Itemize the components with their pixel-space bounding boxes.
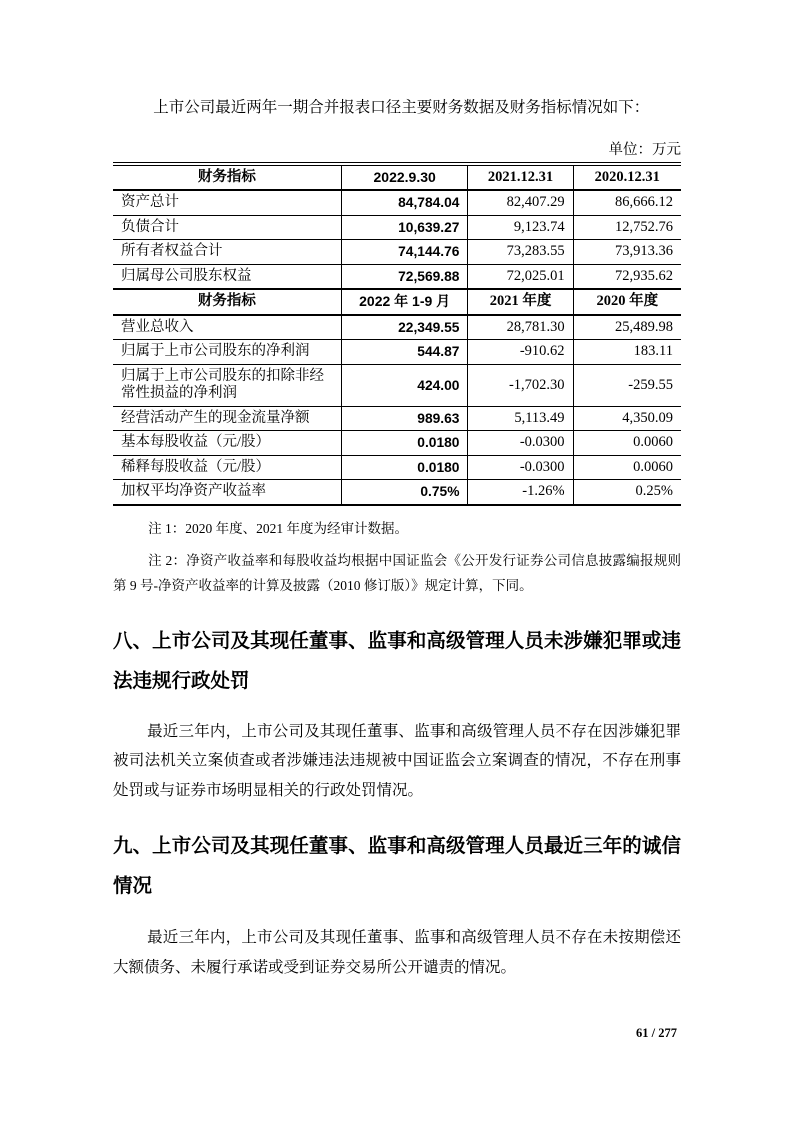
table-row xyxy=(113,455,681,480)
value-2020: 0.0060 xyxy=(573,431,681,456)
row-label: 负债合计 xyxy=(121,218,179,235)
table-row xyxy=(113,406,681,431)
table-row xyxy=(113,364,681,406)
section-heading-9: 九、上市公司及其现任董事、监事和高级管理人员最近三年的诚信情况 xyxy=(113,835,681,898)
value-2021: -1,702.30 xyxy=(468,364,573,406)
table-row xyxy=(113,264,681,289)
value-2020: 183.11 xyxy=(573,340,681,365)
value-2021: 72,025.01 xyxy=(468,264,573,289)
value-2022: 10,639.27 xyxy=(341,215,468,240)
row-label: 资产总计 xyxy=(121,194,179,211)
row-label: 营业总收入 xyxy=(121,318,194,335)
value-2021: -910.62 xyxy=(468,340,573,365)
value-2022: 544.87 xyxy=(341,340,468,365)
value-2021: 28,781.30 xyxy=(468,315,573,340)
value-2022: 0.0180 xyxy=(341,431,468,456)
row-label: 归属母公司股东权益 xyxy=(121,267,252,284)
value-2021: 5,113.49 xyxy=(468,406,573,431)
table-header-income xyxy=(113,289,681,315)
value-2020: 12,752.76 xyxy=(573,215,681,240)
table-note-2: 注 2：净资产收益率和每股收益均根据中国证监会《公开发行证券公司信息披露编报规则第 9 号-净资产收益率的计算及披露（2010 修订版）》规定计算，下同。 xyxy=(113,552,681,593)
row-label: 所有者权益合计 xyxy=(121,243,223,260)
value-2020: 73,913.36 xyxy=(573,240,681,265)
value-2020: 0.25% xyxy=(573,480,681,505)
value-2020: 4,350.09 xyxy=(573,406,681,431)
table-row xyxy=(113,315,681,340)
unit-label: 单位：万元 xyxy=(608,141,681,158)
section-paragraph-8: 最近三年内，上市公司及其现任董事、监事和高级管理人员不存在因涉嫌犯罪被司法机关立案侦查或者涉嫌违法违规被中国证监会立案调查的情况，不存在刑事处罚或与证券市场明显相关的行政处罚情况。 xyxy=(113,722,681,799)
section-paragraph-9: 最近三年内，上市公司及其现任董事、监事和高级管理人员不存在未按期偿还大额债务、未履行承诺或受到证券交易所公开谴责的情况。 xyxy=(113,929,681,976)
header-cell: 2021.12.31 xyxy=(468,164,573,191)
table-header-balance xyxy=(113,164,681,191)
row-label: 经营活动产生的现金流量净额 xyxy=(121,409,310,426)
value-2021: 82,407.29 xyxy=(468,190,573,215)
header-cell: 财务指标 xyxy=(197,293,256,310)
value-2022: 989.63 xyxy=(341,406,468,431)
value-2020: -259.55 xyxy=(573,364,681,406)
row-label: 归属于上市公司股东的扣除非经常性损益的净利润 xyxy=(121,367,324,402)
section-heading-8: 八、上市公司及其现任董事、监事和高级管理人员未涉嫌犯罪或违法违规行政处罚 xyxy=(113,629,681,692)
header-cell: 2020 年度 xyxy=(573,289,681,315)
header-cell: 2020.12.31 xyxy=(573,164,681,191)
value-2022: 0.0180 xyxy=(341,455,468,480)
table-note-1: 注 1：2020 年度、2021 年度为经审计数据。 xyxy=(148,520,408,536)
header-cell: 2022.9.30 xyxy=(341,164,468,191)
header-cell: 2021 年度 xyxy=(468,289,573,315)
value-2022: 74,144.76 xyxy=(341,240,468,265)
intro-paragraph: 上市公司最近两年一期合并报表口径主要财务数据及财务指标情况如下： xyxy=(153,99,650,116)
value-2020: 86,666.12 xyxy=(573,190,681,215)
financial-table xyxy=(113,162,681,506)
value-2021: -1.26% xyxy=(468,480,573,505)
table-row xyxy=(113,240,681,265)
header-cell: 财务指标 xyxy=(197,168,256,185)
row-label: 归属于上市公司股东的净利润 xyxy=(121,343,310,360)
value-2022: 22,349.55 xyxy=(341,315,468,340)
value-2020: 0.0060 xyxy=(573,455,681,480)
value-2022: 0.75% xyxy=(341,480,468,505)
row-label: 基本每股收益（元/股） xyxy=(121,434,271,451)
table-row xyxy=(113,431,681,456)
value-2021: 73,283.55 xyxy=(468,240,573,265)
table-row xyxy=(113,480,681,505)
value-2020: 25,489.98 xyxy=(573,315,681,340)
table-row xyxy=(113,190,681,215)
header-cell: 2022 年 1-9 月 xyxy=(341,289,468,315)
page-number: 61 / 277 xyxy=(636,1026,677,1040)
page-content xyxy=(113,0,681,982)
value-2021: -0.0300 xyxy=(468,455,573,480)
value-2021: -0.0300 xyxy=(468,431,573,456)
table-row xyxy=(113,215,681,240)
value-2021: 9,123.74 xyxy=(468,215,573,240)
value-2022: 72,569.88 xyxy=(341,264,468,289)
value-2022: 424.00 xyxy=(341,364,468,406)
value-2022: 84,784.04 xyxy=(341,190,468,215)
table-row xyxy=(113,340,681,365)
row-label: 加权平均净资产收益率 xyxy=(121,483,266,500)
value-2020: 72,935.62 xyxy=(573,264,681,289)
row-label: 稀释每股收益（元/股） xyxy=(121,458,271,475)
